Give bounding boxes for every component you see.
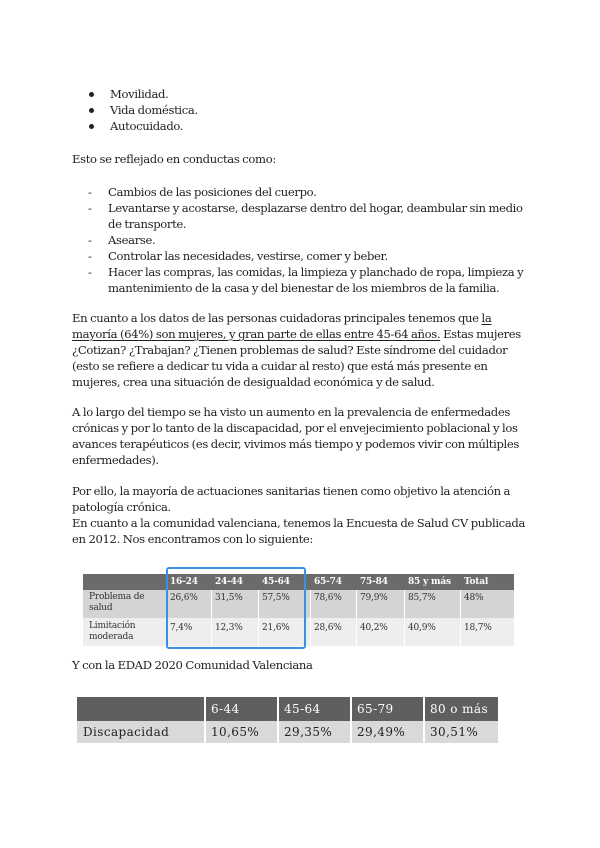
paragraph-cuidadoras bbox=[72, 310, 528, 390]
table-cell: 40,9% bbox=[408, 623, 436, 633]
column-divider bbox=[204, 697, 206, 743]
column-header: 85 y más bbox=[408, 577, 451, 587]
list-item: Vida doméstica. bbox=[72, 102, 198, 118]
list-item: - Hacer las compras, las comidas, la limpieza y planchado de ropa, limpieza y mantenimiento de la casa y del bienestar de los miembros de la familia. bbox=[72, 264, 528, 296]
table-cell: 12,3% bbox=[215, 623, 243, 633]
column-header: Total bbox=[464, 577, 489, 587]
paragraph-actuaciones: Por ello, la mayoría de actuaciones sanitarias tienen como objetivo la atención a patología crónica. bbox=[72, 484, 511, 514]
column-header: 45-64 bbox=[284, 702, 321, 716]
column-header: 6-44 bbox=[211, 702, 240, 716]
caption-edad: Y con la EDAD 2020 Comunidad Valenciana bbox=[72, 658, 313, 672]
table-cell: 21,6% bbox=[262, 623, 290, 633]
table-cell: 57,5% bbox=[262, 593, 290, 603]
table-cell: 31,5% bbox=[215, 593, 243, 603]
column-header: 16-24 bbox=[170, 577, 198, 587]
column-header: 65-74 bbox=[314, 577, 342, 587]
column-header: 65-79 bbox=[357, 702, 394, 716]
activity-bullet-list bbox=[72, 86, 198, 134]
column-header: 24-44 bbox=[215, 577, 243, 587]
table-cell: 26,6% bbox=[170, 593, 198, 603]
column-header: 45-64 bbox=[262, 577, 290, 587]
row-label: Limitación moderada bbox=[89, 621, 136, 642]
column-divider bbox=[277, 697, 279, 743]
table-cell: 85,7% bbox=[408, 593, 436, 603]
paragraph-encuesta: En cuanto a la comunidad valenciana, tenemos la Encuesta de Salud CV publicada en 2012. Nos encontramos con lo siguiente: bbox=[72, 516, 526, 546]
table-cell: 78,6% bbox=[314, 593, 342, 603]
conduct-dash-list bbox=[72, 184, 528, 296]
column-header: 80 o más bbox=[430, 702, 489, 716]
list-item: Movilidad. bbox=[72, 86, 198, 102]
list-item: - Controlar las necesidades, vestirse, comer y beber. bbox=[72, 248, 528, 264]
column-divider bbox=[404, 590, 405, 646]
intro-conductas: Esto se reflejado en conductas como: bbox=[72, 152, 276, 166]
column-divider bbox=[356, 590, 357, 646]
table-cell: 30,51% bbox=[430, 725, 479, 739]
column-divider bbox=[423, 697, 425, 743]
column-divider bbox=[460, 590, 461, 646]
list-item: - Asearse. bbox=[72, 232, 528, 248]
paragraph-text: Estas mujeres ¿Cotizan? ¿Trabajan? ¿Tienen problemas de salud? Este síndrome del cuidador (esto se refiere a dedicar tu vida a cuidar al resto) que está más presente en mujeres, crea una situación de desigualdad económica y de salud. bbox=[72, 327, 521, 389]
table-cell: 29,49% bbox=[357, 725, 406, 739]
column-header: 75-84 bbox=[360, 577, 388, 587]
row-label: Discapacidad bbox=[83, 725, 170, 739]
table-cell: 18,7% bbox=[464, 623, 492, 633]
paragraph-text: En cuanto a los datos de las personas cuidadoras principales tenemos que bbox=[72, 311, 482, 325]
list-item: Autocuidado. bbox=[72, 118, 198, 134]
table-cell: 40,2% bbox=[360, 623, 388, 633]
list-item: - Levantarse y acostarse, desplazarse dentro del hogar, deambular sin medio de transporte. bbox=[72, 200, 528, 232]
table-cell: 29,35% bbox=[284, 725, 333, 739]
table-cell: 28,6% bbox=[314, 623, 342, 633]
list-item: - Cambios de las posiciones del cuerpo. bbox=[72, 184, 528, 200]
table-cell: 7,4% bbox=[170, 623, 193, 633]
column-divider bbox=[310, 590, 311, 646]
table-cell: 79,9% bbox=[360, 593, 388, 603]
underlined-statistic: la mayoría (64%) son mujeres, y gran parte de ellas entre 45-64 años. bbox=[72, 311, 492, 341]
row-label: Problema de salud bbox=[89, 592, 145, 613]
table-cell: 10,65% bbox=[211, 725, 260, 739]
table-cell: 48% bbox=[464, 593, 484, 603]
highlight-box bbox=[166, 567, 306, 649]
column-divider bbox=[350, 697, 352, 743]
paragraph-prevalencia: A lo largo del tiempo se ha visto un aumento en la prevalencia de enfermedades crónicas y por lo tanto de la discapacidad, por el envejecimiento poblacional y los avances terapéuticos (es decir, vivimos más tiempo y podemos vivir con múltiples enfermedades). bbox=[72, 405, 520, 467]
edad-table bbox=[77, 697, 498, 743]
